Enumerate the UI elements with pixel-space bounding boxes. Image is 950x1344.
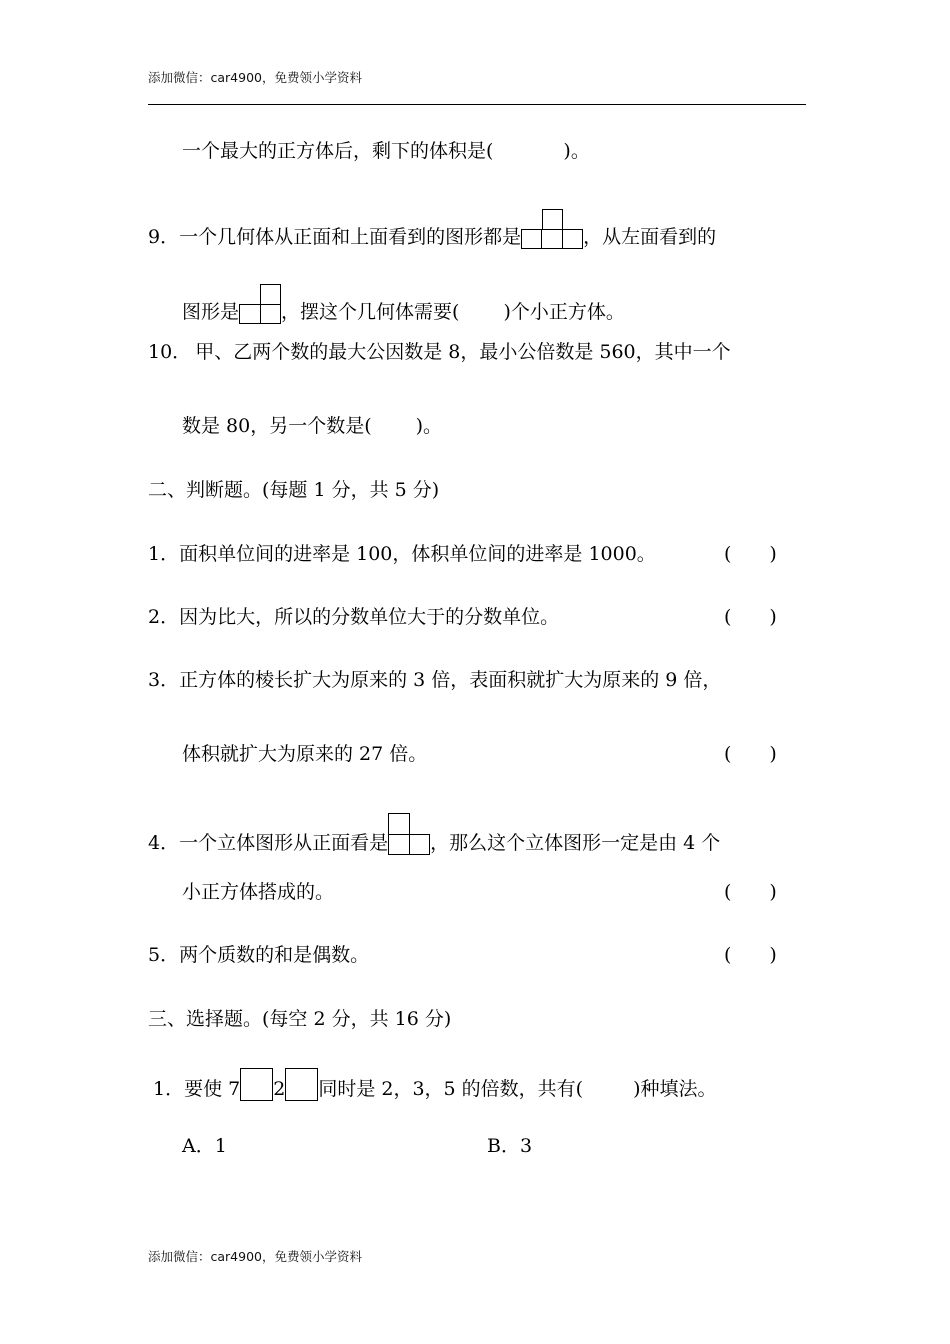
- header-divider: [148, 104, 806, 105]
- judge-item-1: 1．面积单位间的进率是 100，体积单位间的进率是 1000。: [148, 543, 656, 565]
- judge-item-2: 2．因为比大，所以的分数单位大于的分数单位。: [148, 606, 560, 628]
- judge-item-4-line2: 小正方体搭成的。: [182, 881, 335, 903]
- option-b[interactable]: B．3: [487, 1135, 533, 1157]
- shape-view-front-top-figure: [521, 209, 583, 249]
- digit-blank-box[interactable]: [285, 1068, 318, 1101]
- page-header-note: 添加微信：car4900，免费领小学资料: [148, 70, 362, 85]
- option-a[interactable]: A．1: [182, 1135, 227, 1157]
- answer-paren[interactable]: ( ): [724, 881, 777, 903]
- judge-item-4-line1: 4．一个立体图形从正面看是 ，那么这个立体图形一定是由 4 个: [148, 813, 720, 856]
- digit-blank-box[interactable]: [240, 1068, 273, 1101]
- question-9-line2: 图形是 ，摆这个几何体需要( )个小正方体。: [182, 284, 625, 325]
- section-3-title: 三、选择题。(每空 2 分，共 16 分): [148, 1008, 452, 1030]
- q8-continuation: 一个最大的正方体后，剩下的体积是( )。: [182, 140, 590, 162]
- answer-paren[interactable]: ( ): [724, 944, 777, 966]
- answer-paren[interactable]: ( ): [724, 743, 777, 765]
- question-10-line2: 数是 80，另一个数是( )。: [182, 415, 443, 437]
- choice-question-1: 1．要使 7 2 同时是 2，3，5 的倍数，共有( )种填法。: [153, 1068, 717, 1102]
- shape-view-left-figure: [239, 284, 281, 324]
- judge-item-5: 5．两个质数的和是偶数。: [148, 944, 370, 966]
- answer-paren[interactable]: ( ): [724, 606, 777, 628]
- shape-front-view-figure: [388, 813, 430, 855]
- question-10-line1: 10． 甲、乙两个数的最大公因数是 8，最小公倍数是 560，其中一个: [148, 341, 731, 363]
- judge-item-3-line2: 体积就扩大为原来的 27 倍。: [182, 743, 428, 765]
- section-2-title: 二、判断题。(每题 1 分，共 5 分): [148, 479, 440, 501]
- judge-item-3-line1: 3．正方体的棱长扩大为原来的 3 倍，表面积就扩大为原来的 9 倍，: [148, 669, 722, 691]
- question-9-line1: 9．一个几何体从正面和上面看到的图形都是 ，从左面看到的: [148, 209, 716, 250]
- answer-paren[interactable]: ( ): [724, 543, 777, 565]
- page-footer-note: 添加微信：car4900，免费领小学资料: [148, 1249, 362, 1264]
